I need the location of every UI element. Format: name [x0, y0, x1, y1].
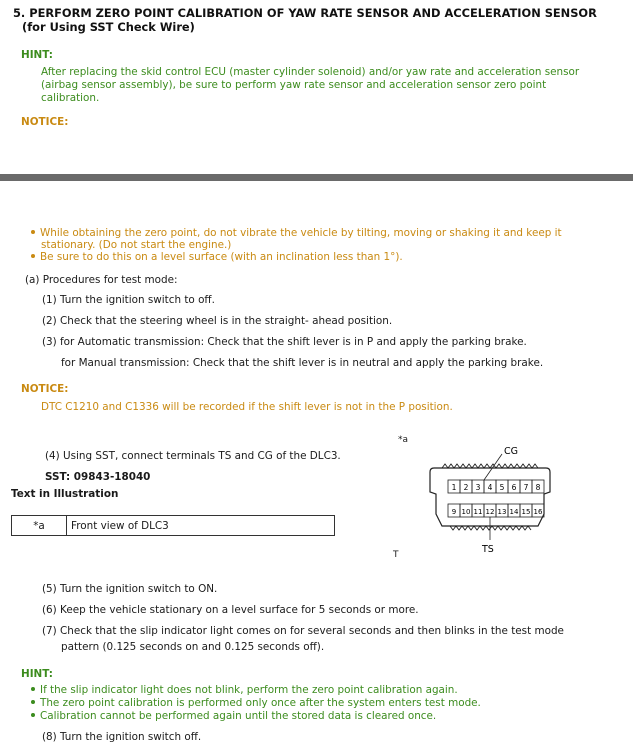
procedure-step: (5) Turn the ignition switch to ON. — [42, 583, 218, 595]
table-row — [12, 516, 335, 536]
procedure-step: (2) Check that the steering wheel is in the straight- ahead position. — [42, 315, 393, 327]
pin-number: 11 — [473, 508, 483, 516]
pin-number: 14 — [509, 508, 519, 516]
procedure-step: (3) for Automatic transmission: Check that the shift lever is in P and apply the parking brake. — [42, 336, 527, 348]
section-title: 5. PERFORM ZERO POINT CALIBRATION OF YAW RATE SENSOR AND ACCELERATION SENSOR — [13, 6, 597, 20]
cg-label: CG — [504, 446, 518, 457]
procedure-step: (8) Turn the ignition switch off. — [42, 731, 202, 743]
notice-bullet — [31, 251, 403, 264]
hint-label: HINT: — [21, 49, 53, 61]
bullet-icon — [31, 687, 35, 691]
notice-bullet-continuation: stationary. (Do not start the engine.) — [41, 239, 232, 251]
connector-ridge — [442, 464, 538, 468]
dlc3-connector-diagram — [420, 440, 570, 560]
procedure-heading: (a) Procedures for test mode: — [25, 274, 178, 286]
cg-leader-line — [484, 454, 502, 480]
bullet-icon — [31, 713, 35, 717]
pin-row-bottom — [448, 504, 544, 517]
bullet-icon — [31, 230, 35, 234]
pin-number: 2 — [463, 483, 469, 492]
bullet-icon — [31, 254, 35, 258]
pin-number: 9 — [451, 508, 457, 516]
pin-number: 15 — [521, 508, 531, 516]
legend-description: Front view of DLC3 — [67, 516, 335, 536]
pin-number: 3 — [475, 483, 481, 492]
pin-row-top — [448, 480, 544, 493]
ts-label: TS — [482, 544, 494, 555]
notice-text: DTC C1210 and C1336 will be recorded if the shift lever is not in the P position. — [41, 401, 453, 413]
procedure-step: (1) Turn the ignition switch to off. — [42, 294, 215, 306]
notice-label: NOTICE: — [21, 116, 69, 128]
pin-number: 4 — [487, 483, 493, 492]
sst-number: SST: 09843-18040 — [45, 471, 151, 483]
illustration-legend-table — [11, 515, 335, 536]
pin-number: 1 — [451, 483, 457, 492]
procedure-step: (7) Check that the slip indicator light comes on for several seconds and then blinks in the test mode — [42, 625, 564, 637]
legend-marker: *a — [12, 516, 67, 536]
notice-bullet-text: Be sure to do this on a level surface (with an inclination less than 1°). — [40, 251, 403, 263]
section-divider — [0, 174, 633, 181]
pin-number: 5 — [499, 483, 505, 492]
illustration-heading: Text in Illustration — [11, 488, 119, 500]
figure-id: T — [393, 550, 399, 560]
hint-label: HINT: — [21, 668, 53, 680]
hint-text-line: (airbag sensor assembly), be sure to perform yaw rate sensor and acceleration sensor zero point — [41, 79, 547, 91]
pin-number: 7 — [523, 483, 529, 492]
hint-bullet-text: The zero point calibration is performed only once after the system enters test mode. — [40, 697, 481, 709]
hint-text-line: After replacing the skid control ECU (master cylinder solenoid) and/or yaw rate and acceleration sensor — [41, 66, 580, 78]
section-subtitle: (for Using SST Check Wire) — [22, 20, 195, 34]
hint-bullet — [31, 710, 436, 723]
pin-number: 10 — [461, 508, 471, 516]
pin-number: 8 — [535, 483, 541, 492]
hint-bullet-text: Calibration cannot be performed again until the stored data is cleared once. — [40, 710, 437, 722]
bullet-icon — [31, 700, 35, 704]
notice-bullet-text: While obtaining the zero point, do not vibrate the vehicle by tilting, moving or shaking it and keep it — [40, 227, 562, 239]
procedure-step: for Manual transmission: Check that the shift lever is in neutral and apply the parking brake. — [61, 357, 544, 369]
pin-number: 12 — [485, 508, 495, 516]
hint-bullet-text: If the slip indicator light does not blink, perform the zero point calibration again. — [40, 684, 458, 696]
procedure-step: (6) Keep the vehicle stationary on a level surface for 5 seconds or more. — [42, 604, 419, 616]
pin-number: 6 — [511, 483, 517, 492]
hint-text-line: calibration. — [41, 92, 100, 104]
hint-bullet — [31, 684, 458, 697]
figure-marker: *a — [398, 435, 409, 445]
procedure-step: (4) Using SST, connect terminals TS and CG of the DLC3. — [45, 450, 341, 462]
procedure-step-continuation: pattern (0.125 seconds on and 0.125 seconds off). — [61, 641, 325, 653]
pin-number: 13 — [497, 508, 507, 516]
pin-number: 16 — [533, 508, 543, 516]
hint-bullet — [31, 697, 481, 710]
notice-label: NOTICE: — [21, 383, 69, 395]
